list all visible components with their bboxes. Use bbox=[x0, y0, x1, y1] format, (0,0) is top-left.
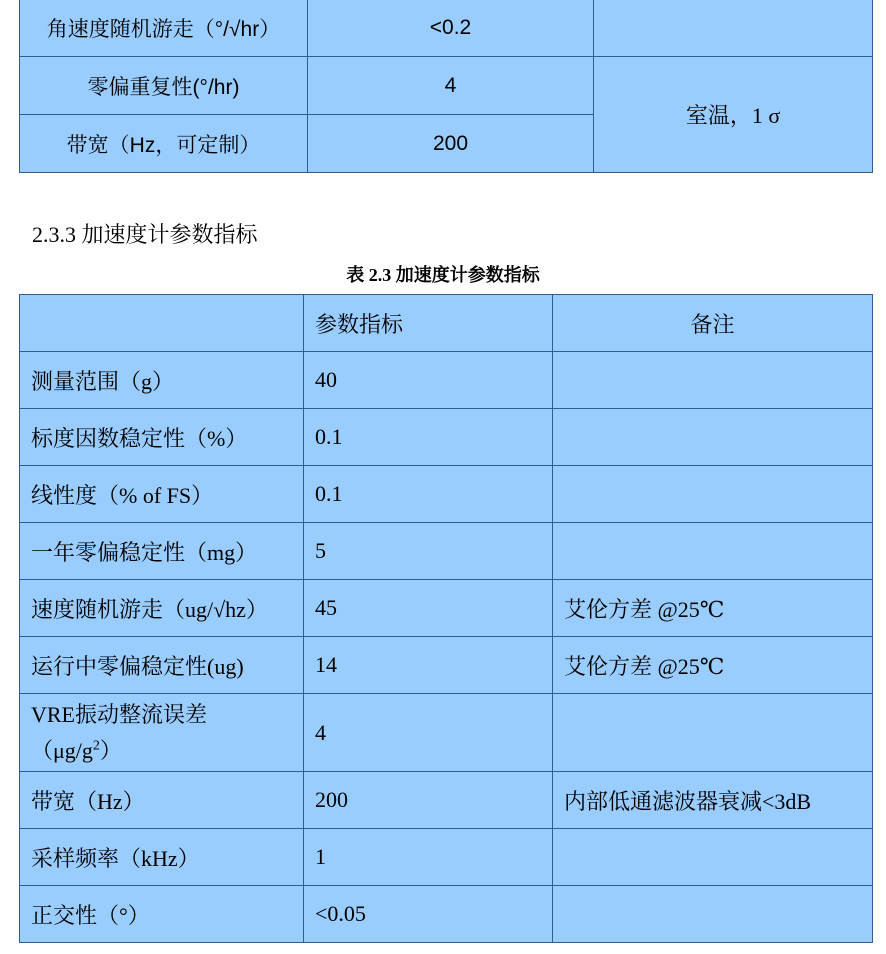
unit-superscript: 2 bbox=[92, 738, 100, 754]
note-cell: 艾伦方差 @25℃ bbox=[553, 637, 873, 694]
header-value-cell: 参数指标 bbox=[304, 295, 553, 352]
value-cell: 200 bbox=[304, 772, 553, 829]
note-cell bbox=[553, 886, 873, 943]
table-row bbox=[20, 466, 873, 523]
value-cell: <0.2 bbox=[308, 0, 594, 57]
param-cell: 一年零偏稳定性（mg） bbox=[20, 523, 304, 580]
note-cell bbox=[553, 409, 873, 466]
table-row bbox=[20, 694, 873, 772]
gyro-spec-table-continued bbox=[19, 0, 873, 173]
table-row bbox=[20, 57, 873, 115]
param-cell: 带宽（Hz，可定制） bbox=[20, 115, 308, 173]
table-row bbox=[20, 580, 873, 637]
value-cell: 14 bbox=[304, 637, 553, 694]
param-cell: 带宽（Hz） bbox=[20, 772, 304, 829]
value-cell: 45 bbox=[304, 580, 553, 637]
param-cell: 标度因数稳定性（%） bbox=[20, 409, 304, 466]
note-cell bbox=[553, 466, 873, 523]
value-cell: 5 bbox=[304, 523, 553, 580]
value-cell: 0.1 bbox=[304, 409, 553, 466]
unit-suffix: ） bbox=[99, 737, 122, 763]
value-cell: 4 bbox=[308, 57, 594, 115]
header-param-cell bbox=[20, 295, 304, 352]
param-cell bbox=[20, 694, 304, 772]
param-cell: 零偏重复性(°/hr) bbox=[20, 57, 308, 115]
table-row bbox=[20, 409, 873, 466]
unit-prefix: （μg/g bbox=[31, 737, 93, 763]
value-cell: 4 bbox=[304, 694, 553, 772]
note-cell bbox=[594, 0, 873, 57]
param-cell: 正交性（°） bbox=[20, 886, 304, 943]
param-label-line1: VRE振动整流误差 bbox=[31, 701, 208, 727]
note-cell: 内部低通滤波器衰减<3dB bbox=[553, 772, 873, 829]
param-cell: 测量范围（g） bbox=[20, 352, 304, 409]
param-cell: 运行中零偏稳定性(ug) bbox=[20, 637, 304, 694]
table-row bbox=[20, 523, 873, 580]
note-cell: 室温，1 σ bbox=[594, 57, 873, 173]
param-cell: 角速度随机游走（°/√hr） bbox=[20, 0, 308, 57]
table-row bbox=[20, 0, 873, 57]
note-cell: 艾伦方差 @25℃ bbox=[553, 580, 873, 637]
value-cell: 1 bbox=[304, 829, 553, 886]
table-row bbox=[20, 772, 873, 829]
param-cell: 采样频率（kHz） bbox=[20, 829, 304, 886]
section-heading: 2.3.3 加速度计参数指标 bbox=[32, 222, 258, 247]
header-note-cell: 备注 bbox=[553, 295, 873, 352]
table-row bbox=[20, 637, 873, 694]
param-cell: 速度随机游走（ug/√hz） bbox=[20, 580, 304, 637]
value-cell: 200 bbox=[308, 115, 594, 173]
table-row bbox=[20, 829, 873, 886]
note-cell bbox=[553, 829, 873, 886]
note-cell bbox=[553, 523, 873, 580]
note-cell bbox=[553, 694, 873, 772]
table-header-row bbox=[20, 295, 873, 352]
value-cell: 0.1 bbox=[304, 466, 553, 523]
table-caption: 表 2.3 加速度计参数指标 bbox=[346, 265, 540, 285]
value-cell: 40 bbox=[304, 352, 553, 409]
note-cell bbox=[553, 352, 873, 409]
param-cell: 线性度（% of FS） bbox=[20, 466, 304, 523]
table-row bbox=[20, 886, 873, 943]
accelerometer-spec-table bbox=[19, 294, 873, 943]
param-label-line2 bbox=[31, 733, 303, 769]
table-row bbox=[20, 352, 873, 409]
value-cell: <0.05 bbox=[304, 886, 553, 943]
